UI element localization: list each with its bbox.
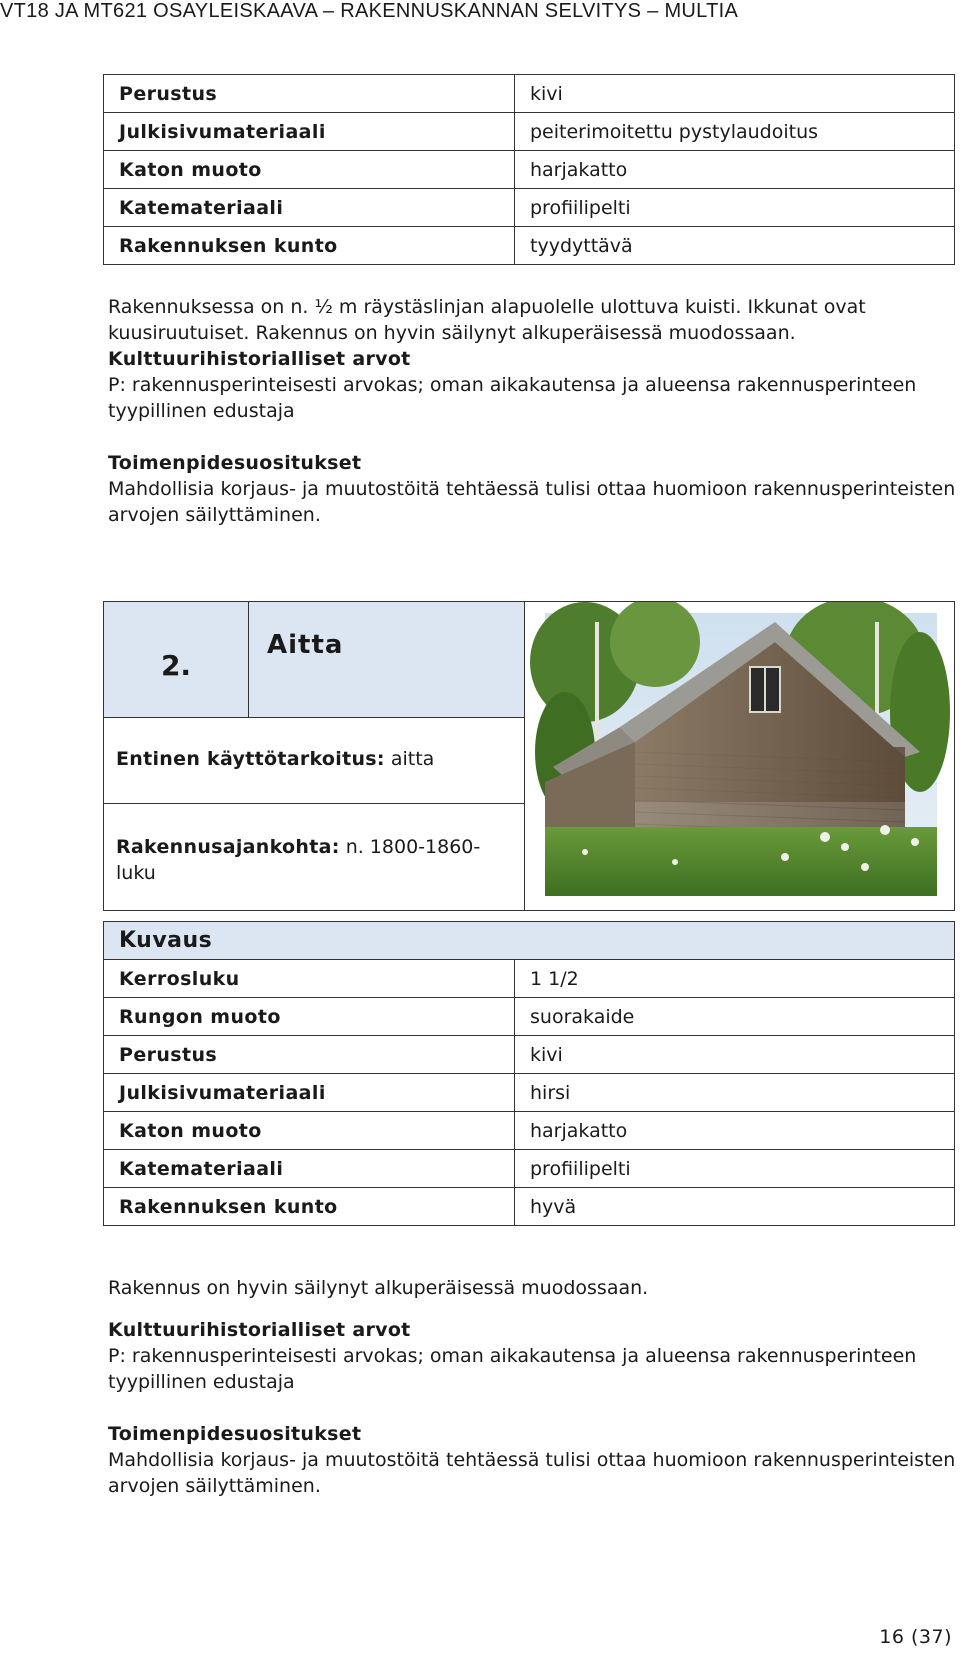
table-heading-row	[104, 922, 955, 960]
table-row	[104, 1036, 955, 1074]
property-value: harjakatto	[515, 1112, 955, 1150]
table-row	[104, 113, 955, 151]
property-key: Rungon muoto	[104, 998, 515, 1036]
table-row	[104, 998, 955, 1036]
construction-date	[104, 804, 524, 910]
table-row	[104, 75, 955, 113]
property-value: kivi	[515, 75, 955, 113]
property-value: 1 1/2	[515, 960, 955, 998]
table-heading: Kuvaus	[104, 922, 955, 960]
page-number: 16 (37)	[879, 1626, 952, 1648]
description: Rakennuksessa on n. ½ m räystäslinjan alapuolelle ulottuva kuisti. Ikkunat ovat kuusiruutuiset. Rakennus on hyvin säilynyt alkuperäisessä muodossaan.	[108, 296, 866, 344]
construction-date-label: Rakennusajankohta:	[116, 836, 340, 858]
property-value: hirsi	[515, 1074, 955, 1112]
property-key: Perustus	[104, 1036, 515, 1074]
table-row	[104, 189, 955, 227]
property-value: profiilipelti	[515, 1150, 955, 1188]
property-value: kivi	[515, 1036, 955, 1074]
property-key: Julkisivumateriaali	[104, 113, 515, 151]
page-header: VT18 JA MT621 OSAYLEISKAAVA – RAKENNUSKANNAN SELVITYS – MULTIA	[0, 0, 739, 22]
property-key: Rakennuksen kunto	[104, 1188, 515, 1226]
building-name: Aitta	[249, 602, 524, 718]
table-row	[104, 151, 955, 189]
property-value: suorakaide	[515, 998, 955, 1036]
property-key: Julkisivumateriaali	[104, 1074, 515, 1112]
description: Rakennus on hyvin säilynyt alkuperäisessä muodossaan.	[108, 1277, 649, 1299]
actions-text: Mahdollisia korjaus- ja muutostöitä tehtäessä tulisi ottaa huomioon rakennusperinteisten arvojen säilyttäminen.	[108, 1449, 956, 1497]
table-row	[104, 1188, 955, 1226]
actions-heading: Toimenpidesuositukset	[108, 1423, 362, 1445]
section-2-text	[108, 1275, 958, 1499]
former-use-value: aitta	[390, 748, 435, 770]
property-key: Katon muoto	[104, 1112, 515, 1150]
values-heading: Kulttuurihistorialliset arvot	[108, 1319, 411, 1341]
property-key: Katon muoto	[104, 151, 515, 189]
property-key: Kerrosluku	[104, 960, 515, 998]
former-use	[104, 718, 524, 804]
former-use-label: Entinen käyttötarkoitus:	[116, 748, 385, 770]
actions-text: Mahdollisia korjaus- ja muutostöitä tehtäessä tulisi ottaa huomioon rakennusperinteisten arvojen säilyttäminen.	[108, 478, 956, 526]
building-photo	[524, 602, 954, 910]
table-row	[104, 227, 955, 265]
building-number: 2.	[104, 602, 249, 718]
table-row	[104, 1112, 955, 1150]
property-key: Katemateriaali	[104, 1150, 515, 1188]
property-value: hyvä	[515, 1188, 955, 1226]
actions-heading: Toimenpidesuositukset	[108, 452, 362, 474]
property-value: harjakatto	[515, 151, 955, 189]
table-row	[104, 1150, 955, 1188]
table-row	[104, 1074, 955, 1112]
properties-table-2	[103, 921, 955, 1226]
section-1-text	[108, 294, 958, 528]
property-value: profiilipelti	[515, 189, 955, 227]
values-heading: Kulttuurihistorialliset arvot	[108, 348, 411, 370]
property-value: tyydyttävä	[515, 227, 955, 265]
table-row	[104, 960, 955, 998]
values-text: P: rakennusperinteisesti arvokas; oman aikakautensa ja alueensa rakennusperinteen tyypillinen edustaja	[108, 374, 917, 422]
building-card	[103, 601, 955, 911]
construction-date-value: n. 1800-1860-luku	[116, 836, 481, 884]
property-key: Perustus	[104, 75, 515, 113]
property-key: Rakennuksen kunto	[104, 227, 515, 265]
properties-table-1	[103, 74, 955, 265]
property-value: peiterimoitettu pystylaudoitus	[515, 113, 955, 151]
log-storehouse-photo	[525, 602, 954, 910]
property-key: Katemateriaali	[104, 189, 515, 227]
values-text: P: rakennusperinteisesti arvokas; oman aikakautensa ja alueensa rakennusperinteen tyypillinen edustaja	[108, 1345, 917, 1393]
